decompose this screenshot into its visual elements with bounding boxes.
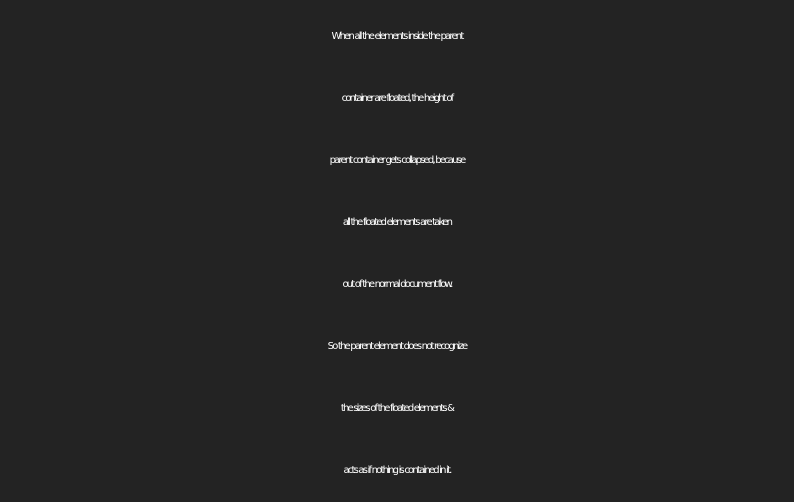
- explanation-text: [0, 6, 794, 502]
- text-line: all the floated elements are taken: [342, 217, 452, 228]
- text-line: acts as if nothing is contained in it.: [343, 465, 451, 476]
- text-line: container are floated, the height of: [341, 93, 453, 104]
- text-line: out of the normal document flow.: [342, 279, 452, 290]
- text-line: parent container gets collapsed, because: [329, 155, 465, 166]
- text-line: When all the elements inside the parent: [331, 31, 463, 42]
- text-line: the sizes of the floated elements &: [340, 403, 454, 414]
- text-line: So the parent element does not recognize: [327, 341, 467, 352]
